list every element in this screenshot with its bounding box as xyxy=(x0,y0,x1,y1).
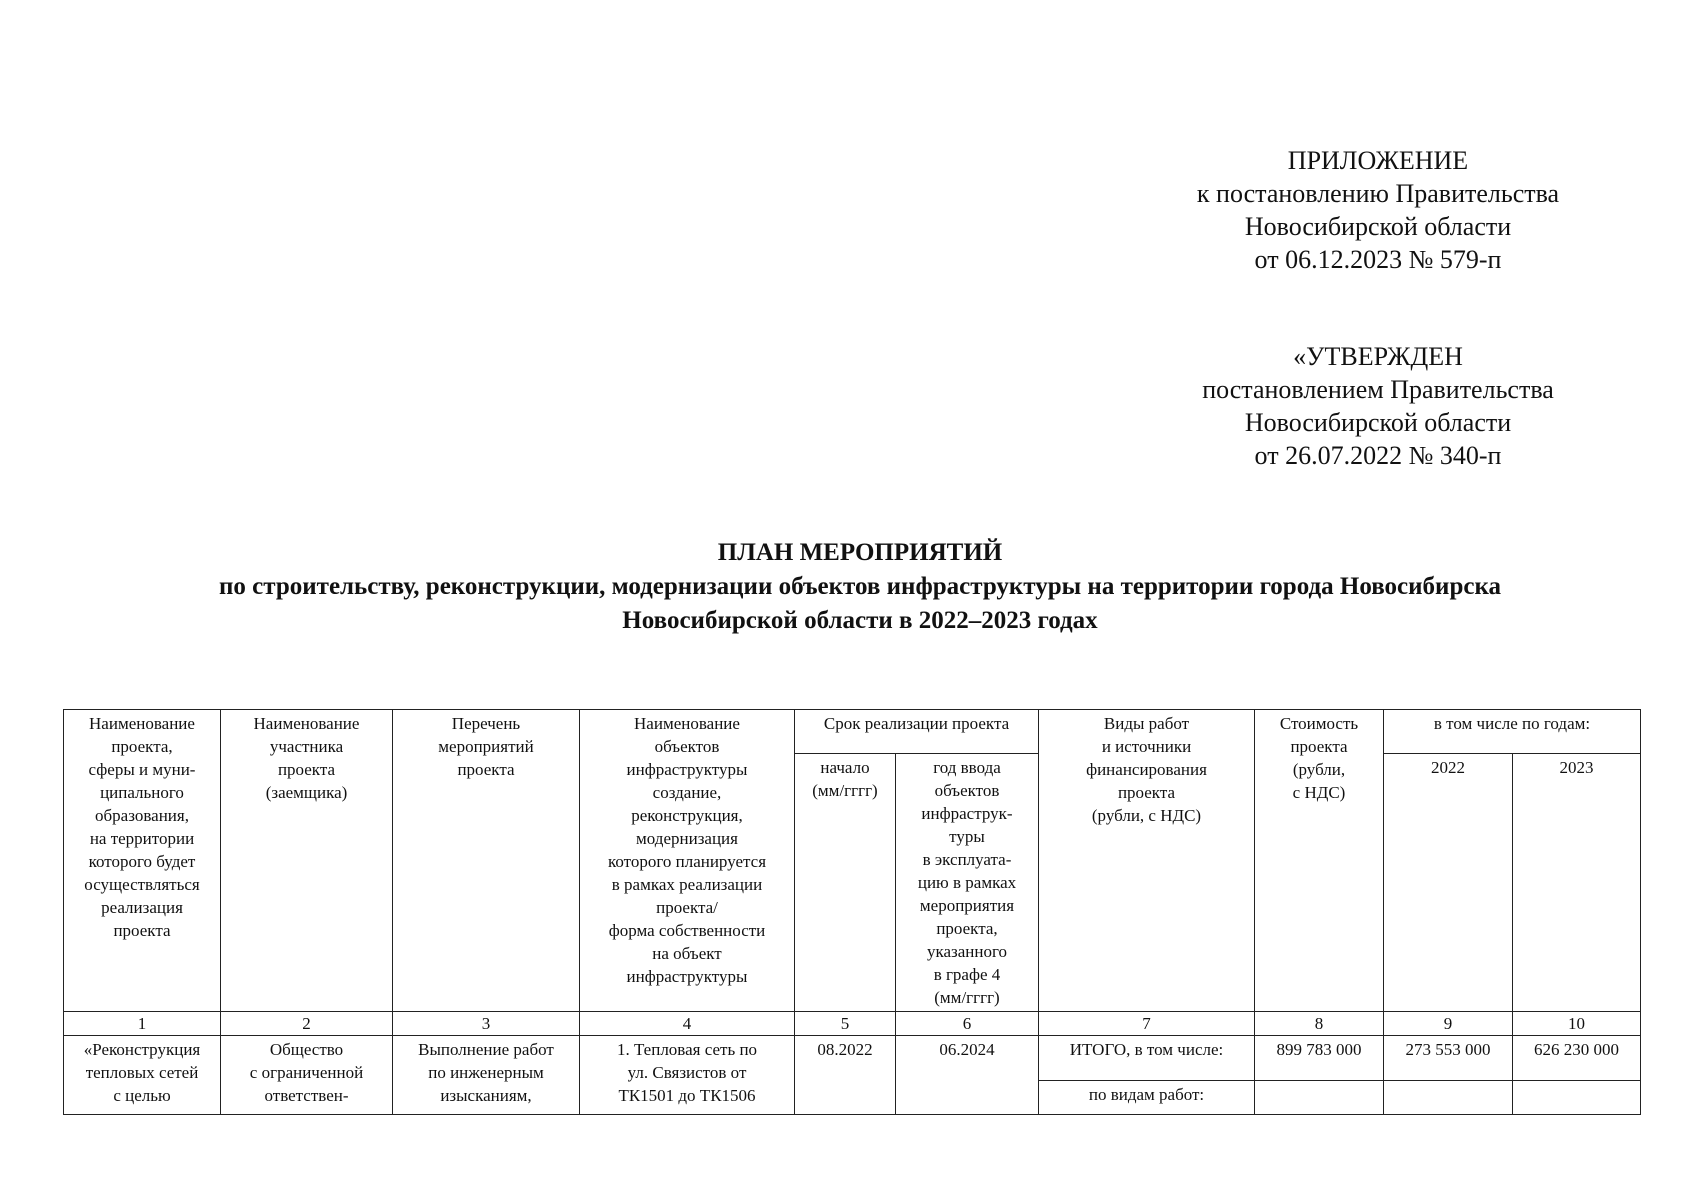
appendix-line: Новосибирской области xyxy=(1244,212,1512,241)
header-implementation-period: Срок реализации проекта xyxy=(795,710,1039,754)
header-commissioning-year: год ввода объектов инфраструк- туры в эксплуата- цию в рамках мероприятия проекта, указанного в графе 4 (мм/гггг) xyxy=(896,754,1039,1012)
document-title xyxy=(60,536,1660,638)
approved-title: «УТВЕРЖДЕН xyxy=(1293,342,1463,371)
plan-table xyxy=(63,709,1641,1115)
column-number: 9 xyxy=(1384,1012,1513,1036)
column-numbers-row xyxy=(64,1012,1641,1036)
cell-by-work-types-label: по видам работ: xyxy=(1039,1081,1255,1115)
cell-project-cost: 899 783 000 xyxy=(1255,1036,1384,1081)
column-number: 10 xyxy=(1513,1012,1641,1036)
appendix-title: ПРИЛОЖЕНИЕ xyxy=(1287,146,1469,175)
column-number: 5 xyxy=(795,1012,896,1036)
appendix-stamp xyxy=(1168,144,1588,276)
header-start-date: начало (мм/гггг) xyxy=(795,754,896,1012)
document-title-line: ПЛАН МЕРОПРИЯТИЙ xyxy=(717,539,1003,566)
cell-infrastructure-object: 1. Тепловая сеть по ул. Связистов от ТК1501 до ТК1506 xyxy=(580,1036,795,1115)
column-number: 8 xyxy=(1255,1012,1384,1036)
cell-participant-name: Общество с ограниченной ответствен- xyxy=(221,1036,393,1115)
header-work-types-financing: Виды работ и источники финансирования проекта (рубли, с НДС) xyxy=(1039,710,1255,1012)
header-project-name: Наименование проекта, сферы и муни- ципального образования, на территории которого будет осуществляться реализация проекта xyxy=(64,710,221,1012)
cell-empty xyxy=(1255,1081,1384,1115)
header-by-years: в том числе по годам: xyxy=(1384,710,1641,754)
cell-activities: Выполнение работ по инженерным изысканиям, xyxy=(393,1036,580,1115)
document-title-line: Новосибирской области в 2022–2023 годах xyxy=(622,607,1098,634)
approved-line: Новосибирской области xyxy=(1244,408,1512,437)
cell-commissioning-date: 06.2024 xyxy=(896,1036,1039,1115)
cell-total-label: ИТОГО, в том числе: xyxy=(1039,1036,1255,1081)
approved-line: постановлением Правительства xyxy=(1202,375,1554,404)
header-year-2022: 2022 xyxy=(1384,754,1513,1012)
cell-start-date: 08.2022 xyxy=(795,1036,896,1115)
document-title-line: по строительству, реконструкции, модернизации объектов инфраструктуры на территории города Новосибирска xyxy=(219,573,1501,600)
column-number: 2 xyxy=(221,1012,393,1036)
header-participant-name: Наименование участника проекта (заемщика) xyxy=(221,710,393,1012)
column-number: 4 xyxy=(580,1012,795,1036)
column-number: 1 xyxy=(64,1012,221,1036)
column-number: 3 xyxy=(393,1012,580,1036)
approved-stamp xyxy=(1168,340,1588,472)
column-number: 6 xyxy=(896,1012,1039,1036)
appendix-line: к постановлению Правительства xyxy=(1196,179,1560,208)
cell-cost-2023: 626 230 000 xyxy=(1513,1036,1641,1081)
header-infrastructure-objects: Наименование объектов инфраструктуры создание, реконструкция, модернизация которого планируется в рамках реализации проекта/ форма собственности на объект инфраструктуры xyxy=(580,710,795,1012)
header-project-cost: Стоимость проекта (рубли, с НДС) xyxy=(1255,710,1384,1012)
approved-date-number: от 26.07.2022 № 340-п xyxy=(1254,441,1502,470)
column-number: 7 xyxy=(1039,1012,1255,1036)
cell-cost-2022: 273 553 000 xyxy=(1384,1036,1513,1081)
table-row xyxy=(64,1036,1641,1081)
appendix-date-number: от 06.12.2023 № 579-п xyxy=(1254,245,1502,274)
cell-empty xyxy=(1513,1081,1641,1115)
cell-empty xyxy=(1384,1081,1513,1115)
header-year-2023: 2023 xyxy=(1513,754,1641,1012)
cell-project-name: «Реконструкция тепловых сетей с целью xyxy=(64,1036,221,1115)
header-activities-list: Перечень мероприятий проекта xyxy=(393,710,580,1012)
